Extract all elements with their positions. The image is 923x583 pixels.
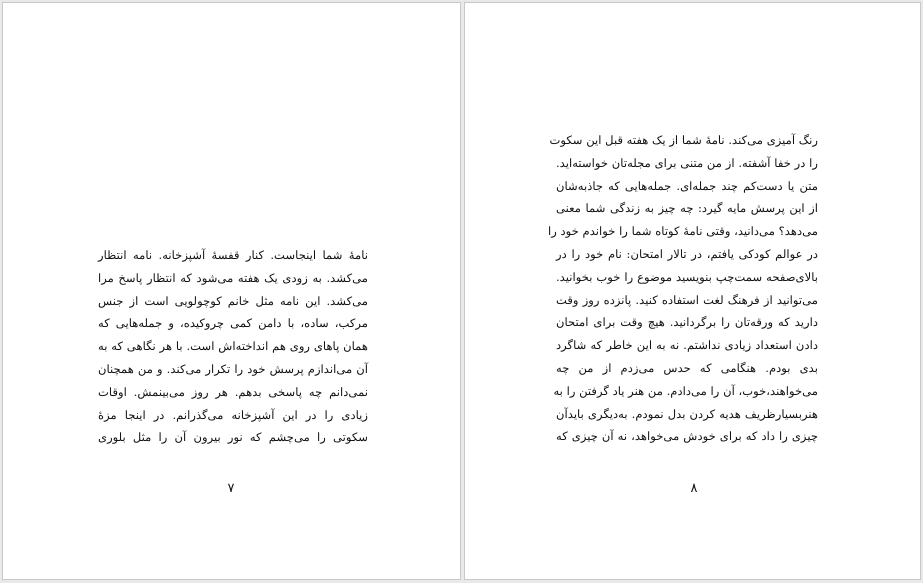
text-line: می‌کشد. به زودی یک هفته می‌شود که انتظار پاسخ مرا <box>98 270 368 285</box>
text-line: را در خفا آشفته. از من متنی برای مجله‌تان خواسته‌اید. <box>556 155 818 170</box>
right-page <box>464 2 921 580</box>
text-line: از این پرسش مایه گیرد: چه چیز به زندگی شما معنی <box>556 201 818 216</box>
text-line: رنگ آمیزی می‌کند. نامهٔ شما از یک هفته قبل این سکوت <box>549 133 818 147</box>
text-line: نمی‌دانم چه پاسخی بدهم. هر روز می‌بینمش. اوقات <box>98 384 368 399</box>
left-page-text <box>98 244 368 449</box>
text-line: نامهٔ شما اینجاست. کنار قفسهٔ آشپزخانه. نامه انتظار <box>98 248 368 262</box>
text-line: می‌توانید از فرهنگ لغت استفاده کنید. پانزده روز وقت <box>556 292 818 307</box>
text-line: چیزی را داد که برای خودش می‌خواهد، نه آن چیزی که <box>556 429 818 444</box>
text-line: دادن استعداد زیادی نداشتم. نه به این خاطر که شاگرد <box>556 338 818 353</box>
text-line: متن یا دست‌کم چند جمله‌ای. جمله‌هایی که جاذبه‌شان <box>556 178 818 193</box>
text-line: زیادی را در این آشپزخانه می‌گذرانم. در اینجا مزهٔ <box>98 407 368 422</box>
page-number-left: ۷ <box>227 481 235 496</box>
text-line: می‌خواهند،خوب، آن را می‌دادم. من هنر یاد گرفتن را به <box>553 383 818 398</box>
right-page-text <box>548 129 818 448</box>
text-line: دارید که ورقه‌تان را برگردانید. هیچ وقت برای امتحان <box>556 315 818 330</box>
left-page <box>2 2 461 580</box>
text-line: در عوالم کودکی یافتم، در تالار امتحان: نام خود را در <box>556 246 818 261</box>
page-number-right: ۸ <box>690 481 698 496</box>
text-line: می‌کشد. این نامه مثل خانم کوچولویی است از جنس <box>98 293 368 308</box>
text-line: آن می‌اندازم پرسش خود را تکرار می‌کند. و من همچنان <box>98 361 368 376</box>
text-line: می‌دهد؟ می‌دانید، وقتی نامهٔ کوتاه شما را خواندم خود را <box>548 224 818 239</box>
text-line: هنربسیارظریف هدیه کردن بدل نمودم. به‌دیگری بایدآن <box>556 406 818 421</box>
text-line: بالای‌صفحه سمت‌چپ بنویسید موضوع را خوب بخوانید. <box>556 269 818 284</box>
text-line: سکوتی را می‌چشم که نور بیرون آن را مثل بلوری <box>98 430 368 445</box>
text-line: همان پاهای روی هم انداخته‌اش است. با هر نگاهی که به <box>98 339 368 354</box>
text-line: بدی بودم. هنگامی که حدس می‌زدم از من چه <box>556 360 818 375</box>
text-line: مرکب، ساده، با دامن کمی چروکیده، و جمله‌هایی که <box>98 316 368 331</box>
